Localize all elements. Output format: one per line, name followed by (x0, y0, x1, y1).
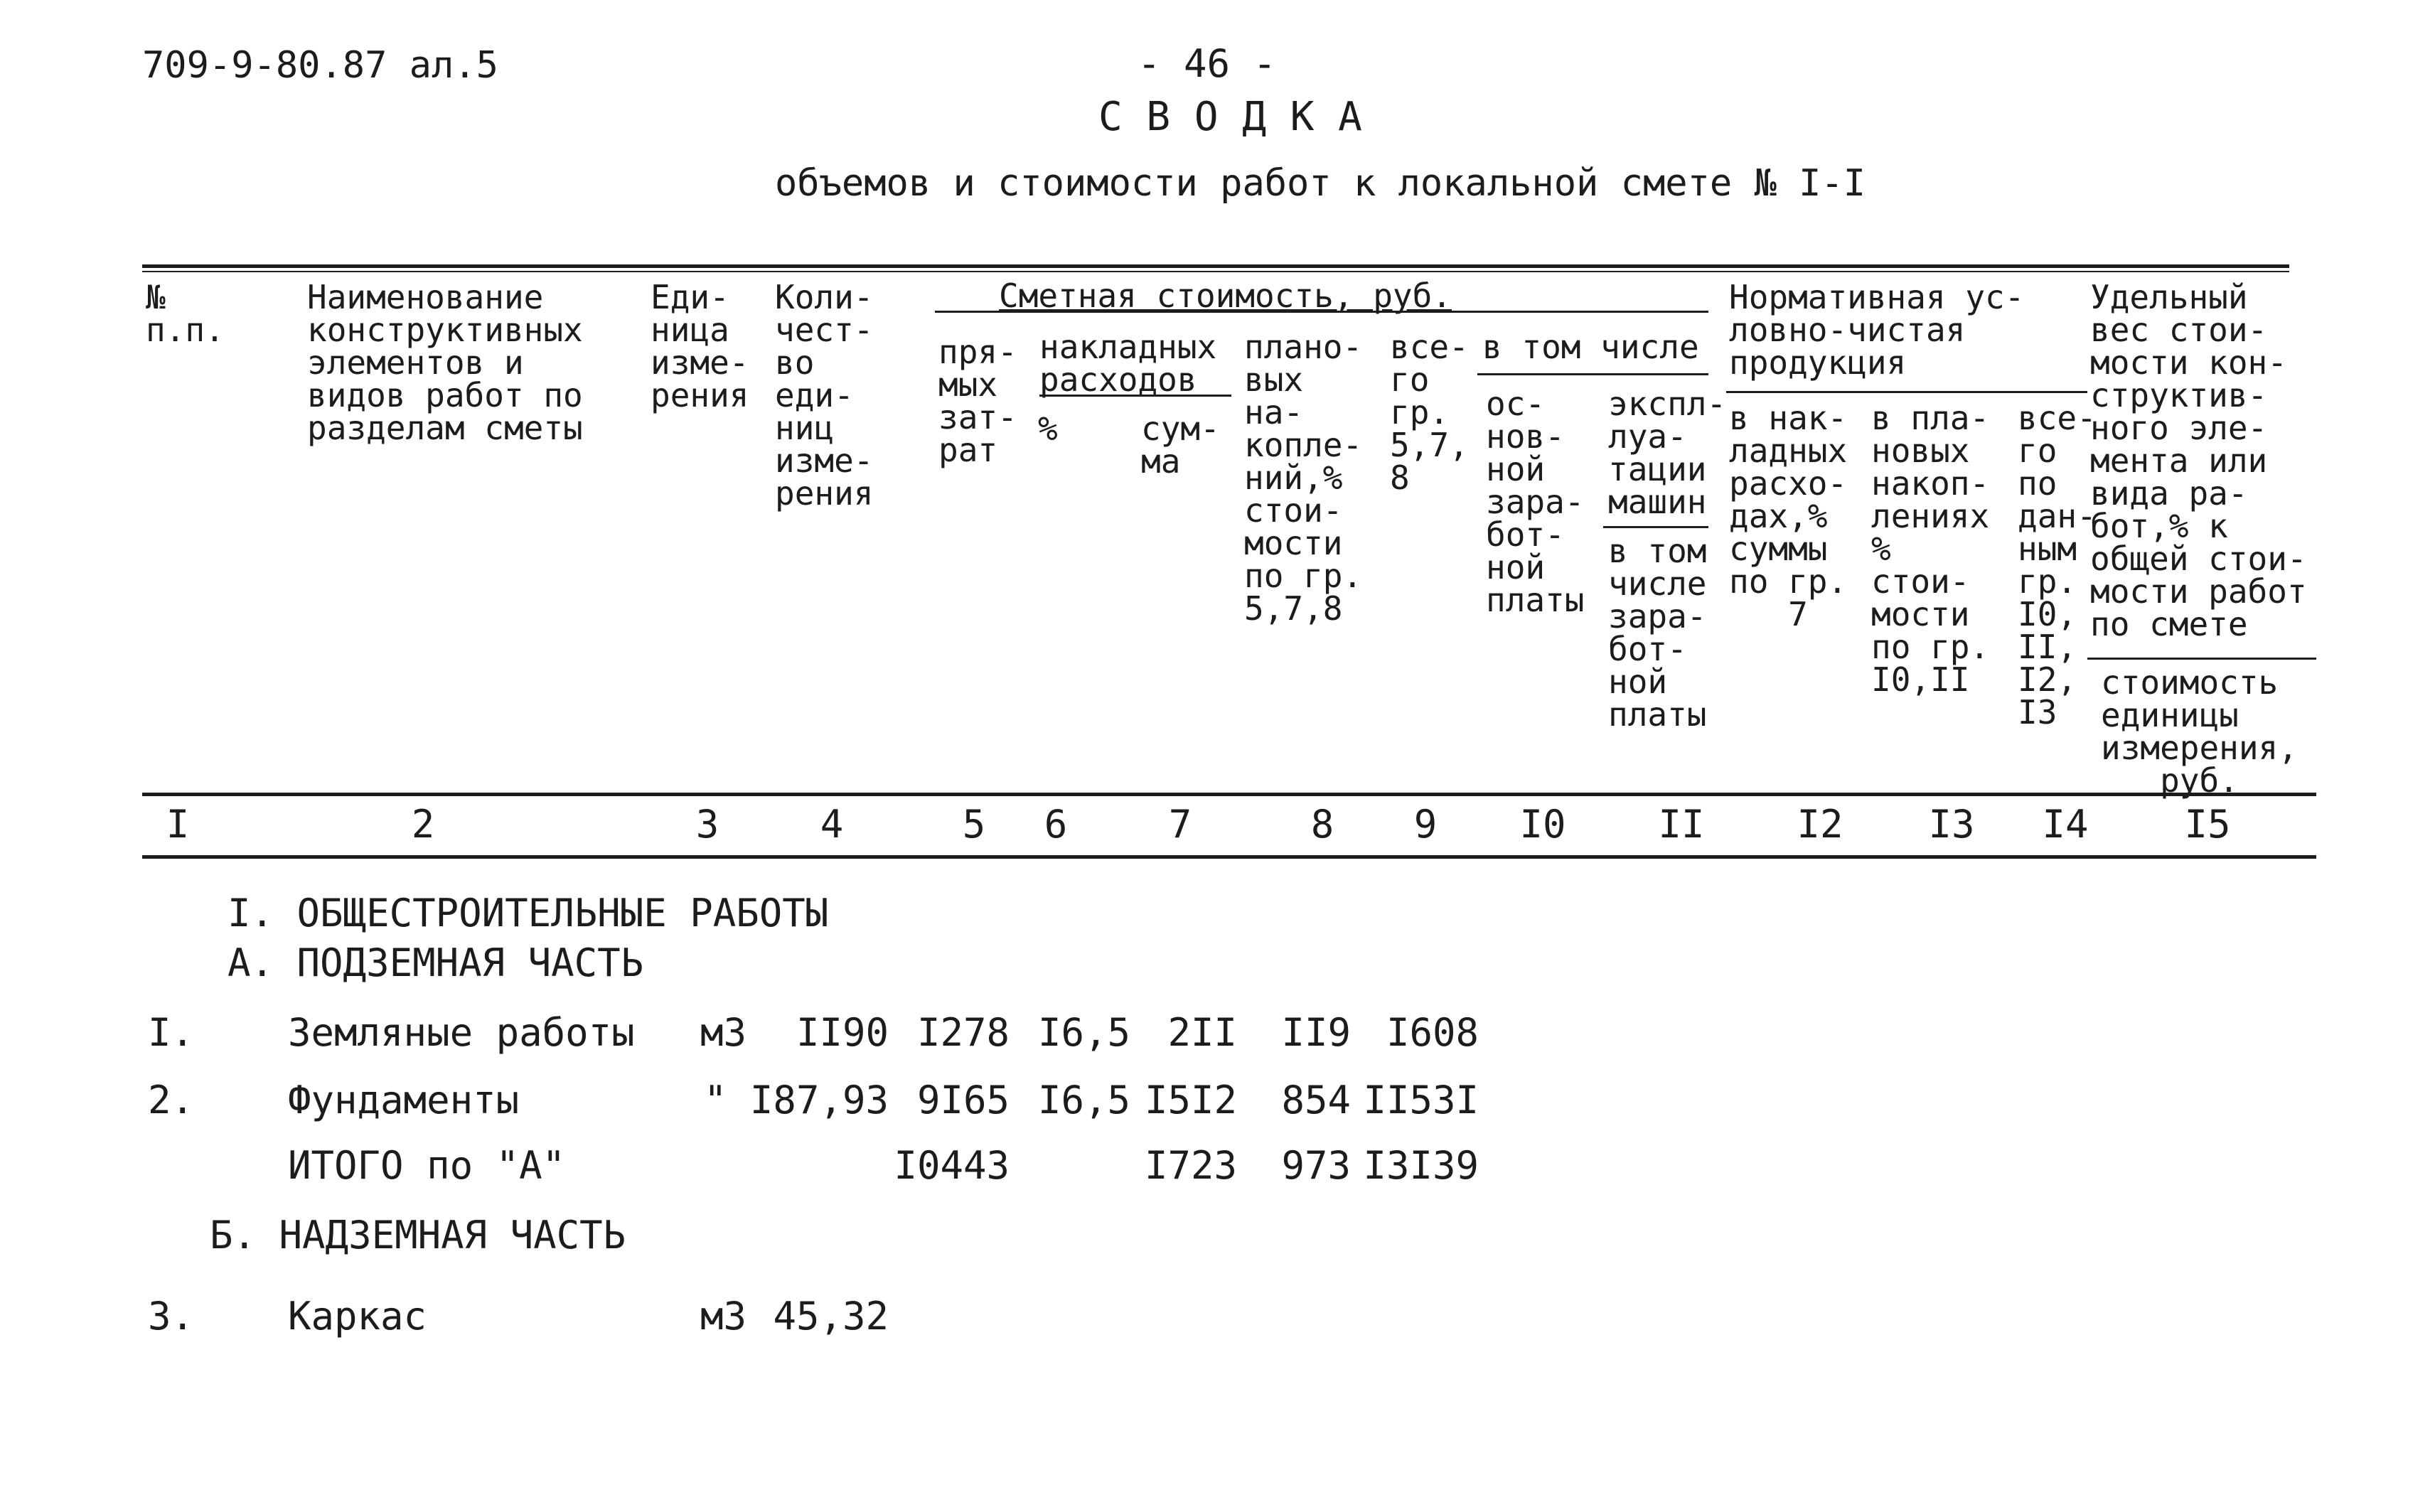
column-number-15: I5 (2184, 802, 2231, 847)
header-group-overhead: накладных расходов (1039, 328, 1217, 399)
column-number-12: I2 (1797, 802, 1843, 847)
header-col-10: ос- нов- ной зара- бот- ной платы (1486, 385, 1585, 619)
header-group-normative: Нормативная ус- ловно-чистая продукция (1729, 278, 2025, 382)
row-3-number: 3. (148, 1294, 195, 1339)
specific-weight-rule (2087, 658, 2316, 660)
subtotal-overhead-sum: I723 (1144, 1143, 1237, 1188)
column-number-13: I3 (1928, 802, 1975, 847)
page-number: - 46 - (1138, 41, 1277, 86)
row-1-unit: м3 (700, 1010, 747, 1055)
column-number-10: I0 (1519, 802, 1566, 847)
column-number-2: 2 (411, 802, 435, 847)
column-number-rule (142, 855, 2316, 859)
header-col-12: в нак- ладных расхо- дах,% суммы по гр. 7 (1729, 399, 1848, 633)
row-2-overhead-sum: I5I2 (1144, 1078, 1237, 1122)
row-2-planned-savings: 854 (1281, 1078, 1351, 1122)
row-1-planned-savings: II9 (1281, 1010, 1351, 1055)
subtotal-direct-costs: I0443 (894, 1143, 1010, 1188)
column-number-14: I4 (2042, 802, 2089, 847)
row-2-number: 2. (148, 1078, 195, 1122)
subtotal-total: I3I39 (1363, 1143, 1479, 1188)
row-2-name: Фундаменты (288, 1078, 520, 1122)
column-number-1: I (166, 802, 190, 847)
header-col-15-unit-cost: стоимость единицы измерения, руб. (2101, 663, 2298, 800)
machines-rule (1603, 526, 1708, 528)
row-3-quantity: 45,32 (773, 1294, 889, 1339)
header-col-2: Наименование конструктивных элементов и видов работ по разделам сметы (307, 278, 583, 447)
subtotal-label: ИТОГО по "А" (288, 1143, 566, 1188)
column-number-8: 8 (1310, 802, 1334, 847)
row-1-total: I608 (1386, 1010, 1479, 1055)
subsection-heading-b: Б. НАДЗЕМНАЯ ЧАСТЬ (210, 1213, 626, 1258)
column-number-4: 4 (820, 802, 844, 847)
column-number-3: 3 (695, 802, 719, 847)
row-2-total: II53I (1363, 1078, 1479, 1122)
column-number-6: 6 (1044, 802, 1068, 847)
header-col-15-weight: Удельный вес стои- мости кон- структив- ного эле- мента или вида ра- бот,% к общей стои- мости работ по смете (2090, 278, 2307, 643)
row-2-overhead-percent: I6,5 (1037, 1078, 1130, 1122)
row-1-name: Земляные работы (288, 1010, 635, 1055)
header-col-14: все- го по дан- ным гр. I0, II, I2, I3 (2018, 399, 2097, 731)
header-col-8: плано- вых на- копле- ний,% стои- мости по гр. 5,7,8 (1244, 328, 1363, 628)
normative-group-rule (1726, 391, 2087, 393)
row-3-name: Каркас (288, 1294, 427, 1339)
header-col-7: сум- ма (1141, 409, 1220, 481)
document-title: С В О Д К А (1098, 94, 1362, 140)
row-1-quantity: II90 (796, 1010, 889, 1055)
column-number-7: 7 (1168, 802, 1192, 847)
column-number-9: 9 (1413, 802, 1438, 847)
document-subtitle: объемов и стоимости работ к локальной смете № I-I (775, 162, 1866, 205)
subtotal-planned-savings: 973 (1281, 1143, 1351, 1188)
column-number-11: II (1658, 802, 1705, 847)
row-1-overhead-sum: 2II (1167, 1010, 1237, 1055)
table-top-rule (142, 264, 2289, 268)
row-3-unit: м3 (700, 1294, 747, 1339)
subsection-heading-a: А. ПОДЗЕМНАЯ ЧАСТЬ (228, 940, 644, 985)
row-2-unit: " (704, 1078, 727, 1122)
row-1-number: I. (148, 1010, 195, 1055)
section-heading: I. ОБЩЕСТРОИТЕЛЬНЫЕ РАБОТЫ (228, 891, 829, 935)
row-1-direct-costs: I278 (916, 1010, 1010, 1055)
header-col-13: в пла- новых накоп- лениях % стои- мости по гр. I0,II (1871, 399, 1990, 699)
header-col-11-wages: в том числе зара- бот- ной платы (1608, 532, 1707, 734)
row-2-direct-costs: 9I65 (916, 1078, 1010, 1122)
column-number-5: 5 (962, 802, 986, 847)
document-code: 709-9-80.87 ал.5 (142, 44, 498, 87)
header-col-6: % (1038, 409, 1058, 448)
header-col-11-machines: экспл- луа- тации машин (1608, 385, 1727, 521)
header-col-1: № п.п. (146, 278, 225, 349)
including-group-rule (1477, 373, 1708, 375)
header-col-3: Еди- ница изме- рения (651, 278, 749, 414)
header-group-cost: Сметная стоимость, руб. (999, 277, 1452, 315)
table-top-rule-thin (142, 271, 2289, 272)
header-col-4: Коли- чест- во еди- ниц изме- рения (775, 278, 874, 513)
header-col-5: пря- мых зат- рат (938, 333, 1017, 469)
header-group-including: в том числе (1482, 328, 1699, 366)
header-bottom-rule (142, 793, 2316, 796)
header-col-9: все- го гр. 5,7, 8 (1390, 328, 1469, 497)
row-1-overhead-percent: I6,5 (1037, 1010, 1130, 1055)
row-2-quantity: I87,93 (749, 1078, 889, 1122)
